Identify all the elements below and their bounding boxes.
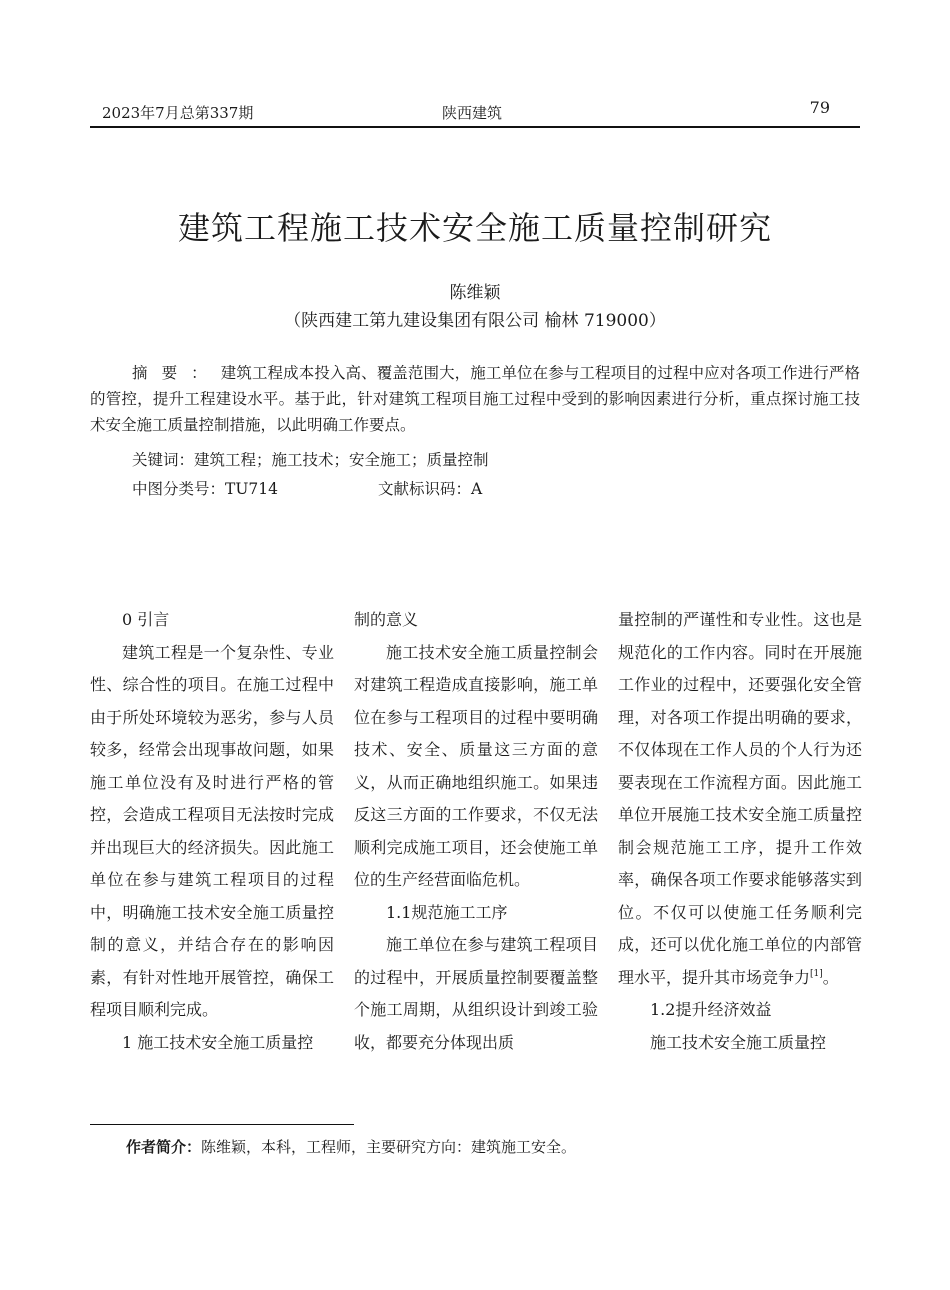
paragraph: 建筑工程是一个复杂性、专业性、综合性的项目。在施工过程中由于所处环境较为恶劣，参与人员较多，经常会出现事故问题，如果施工单位没有及时进行严格的管控，会造成工程项目无法按时完成并出现巨大的经济损失。因此施工单位在参与建筑工程项目的过程中，明确施工技术安全施工质量控制的意义，并结合存在的影响因素，有针对性地开展管控，确保工程项目顺利完成。 — [90, 642, 334, 1019]
subsection-heading-1-1: 1.1规范施工工序 — [386, 902, 508, 922]
paragraph: 施工单位在参与建筑工程项目的过程中，开展质量控制要覆盖整个施工周期，从组织设计到竣工验收，都要充分体现出质 — [354, 935, 598, 1052]
issue-info: 2023年7月总第337期 — [102, 104, 254, 122]
abstract-label: 摘要： — [132, 364, 221, 382]
body-column-3 — [618, 604, 862, 1059]
paragraph — [618, 604, 862, 994]
body-column-1 — [90, 604, 334, 1059]
running-header — [90, 96, 860, 126]
header-rule — [90, 126, 860, 128]
document-code: 文献标识码：A — [378, 480, 483, 498]
author-affiliation: （陕西建工第九建设集团有限公司 榆林 719000） — [284, 311, 666, 331]
footnote-text: 陈维颖，本科，工程师，主要研究方向：建筑施工安全。 — [201, 1138, 577, 1156]
section-heading-intro: 0 引言 — [122, 610, 170, 629]
article-title: 建筑工程施工技术安全施工质量控制研究 — [177, 209, 772, 247]
footnote-rule — [90, 1124, 354, 1125]
classification-line — [132, 477, 483, 499]
section-heading-1: 1 施工技术安全施工质量控 — [122, 1032, 314, 1052]
paragraph: 施工技术安全施工质量控 — [650, 1032, 827, 1052]
heading-continuation: 制的意义 — [354, 610, 419, 629]
author-footnote — [126, 1136, 576, 1157]
footnote-label: 作者简介： — [126, 1138, 202, 1156]
abstract-text: 建筑工程成本投入高、覆盖范围大，施工单位在参与工程项目的过程中应对各项工作进行严格的管控，提升工程建设水平。基于此，针对建筑工程项目施工过程中受到的影响因素进行分析，重点探讨施工技术安全施工质量控制措施，以此明确工作要点。 — [90, 364, 860, 434]
keywords: 关键词：建筑工程；施工技术；安全施工；质量控制 — [132, 451, 489, 469]
body-column-2 — [354, 604, 598, 1059]
page-number: 79 — [809, 98, 830, 117]
paragraph: 施工技术安全施工质量控制会对建筑工程造成直接影响，施工单位在参与工程项目的过程中要明确技术、安全、质量这三方面的意义，从而正确地组织施工。如果违反这三方面的工作要求，不仅无法顺利完成施工项目，还会使施工单位的生产经营面临危机。 — [354, 642, 598, 889]
subsection-heading-1-2: 1.2提升经济效益 — [650, 1000, 772, 1019]
author-name: 陈维颖 — [449, 283, 501, 303]
journal-name: 陕西建筑 — [442, 104, 503, 122]
clc-number: 中图分类号：TU714 — [132, 480, 278, 498]
abstract — [90, 360, 860, 438]
paragraph-text: 量控制的严谨性和专业性。这也是规范化的工作内容。同时在开展施工作业的过程中，还要强化安全管理，对各项工作提出明确的要求，不仅体现在工作人员的个人行为还要表现在工作流程方面。因此施工单位开展施工技术安全施工质量控制会规范施工工序，提升工作效率，确保各项工作要求能够落实到位。不仅可以使施工任务顺利完成，还可以优化施工单位的内部管理水平，提升其市场竞争力 — [618, 610, 862, 987]
citation-ref[interactable]: [1] — [810, 968, 823, 979]
paragraph-end: 。 — [822, 967, 839, 987]
